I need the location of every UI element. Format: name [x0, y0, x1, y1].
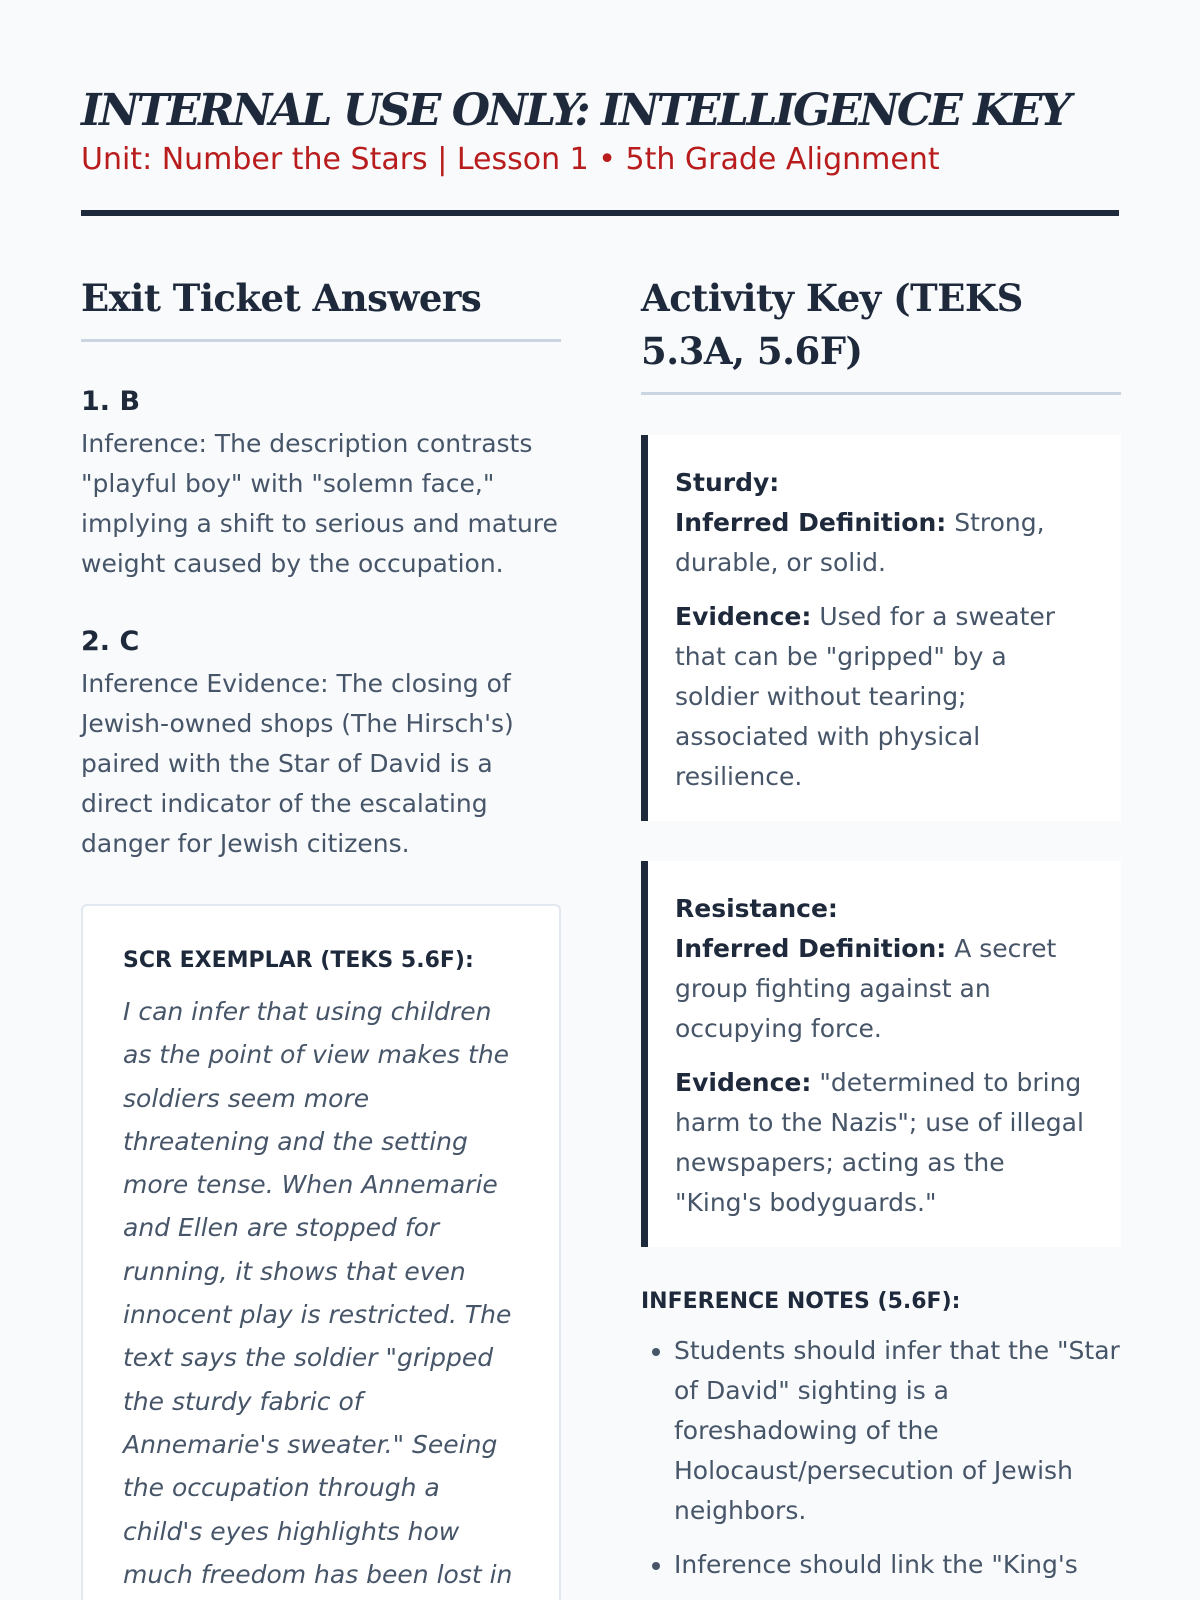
evidence-text: "determined to bring harm to the Nazis"; use of illegal newspapers; acting as the "King's bodyguards." — [675, 1068, 1084, 1217]
answer-1-text: Inference: The description contrasts "playful boy" with "solemn face," implying a shift to serious and mature weight caused by the occupation. — [81, 429, 558, 578]
definition-label: Inferred Definition: — [675, 508, 947, 537]
list-item: • Students should infer that the "Star of David" sighting is a foreshadowing of the Holocaust/persecution of Jewish neighbors. — [674, 1331, 1121, 1531]
exit-ticket-section — [81, 272, 561, 1600]
inference-notes-heading: INFERENCE NOTES (5.6F): — [641, 1289, 961, 1314]
vocab-term: Sturdy: — [675, 468, 780, 497]
evidence-label: Evidence: — [675, 1068, 812, 1097]
inference-notes-list — [641, 1331, 1121, 1585]
evidence-label: Evidence: — [675, 602, 812, 631]
scr-exemplar-heading: SCR EXEMPLAR (TEKS 5.6F): — [123, 948, 474, 973]
activity-key-section — [641, 272, 1121, 1599]
vocab-evidence — [675, 1063, 1095, 1223]
exit-ticket-heading: Exit Ticket Answers — [81, 272, 561, 342]
vocab-card-sturdy — [641, 435, 1121, 821]
vocab-evidence — [675, 597, 1095, 797]
scr-exemplar-text: I can infer that using children as the point of view makes the soldiers seem more threatening and the setting more tense. When Annemarie and Ellen are stopped for running, it shows that even innocent play is restricted. The text says the soldier "gripped the sturdy fabric of Annemarie's sweater." Seeing the occupation through a child's eyes highlights how much freedom has been lost in — [123, 997, 513, 1589]
vocab-definition — [675, 503, 1095, 583]
definition-label: Inferred Definition: — [675, 934, 947, 963]
definition-text: Strong, durable, or solid. — [675, 508, 1045, 577]
header-divider — [81, 210, 1119, 216]
page-title: INTERNAL USE ONLY: INTELLIGENCE KEY — [81, 85, 1069, 136]
answer-2-label: 2. C — [81, 626, 140, 657]
answer-1-label: 1. B — [81, 386, 141, 417]
list-item: • Inference should link the "King's — [674, 1545, 1121, 1585]
page-subtitle: Unit: Number the Stars | Lesson 1 • 5th Grade Alignment — [81, 142, 940, 177]
vocab-card-resistance — [641, 861, 1121, 1247]
evidence-text: Used for a sweater that can be "gripped" by a soldier without tearing; associated with physical resilience. — [675, 602, 1056, 791]
scr-exemplar-card — [81, 904, 561, 1600]
vocab-definition — [675, 929, 1095, 1049]
activity-key-heading: Activity Key (TEKS 5.3A, 5.6F) — [641, 272, 1121, 395]
definition-text: A secret group fighting against an occupying force. — [675, 934, 1057, 1043]
answer-2-text: Inference Evidence: The closing of Jewish-owned shops (The Hirsch's) paired with the Star of David is a direct indicator of the escalating danger for Jewish citizens. — [81, 669, 514, 858]
vocab-term: Resistance: — [675, 894, 838, 923]
